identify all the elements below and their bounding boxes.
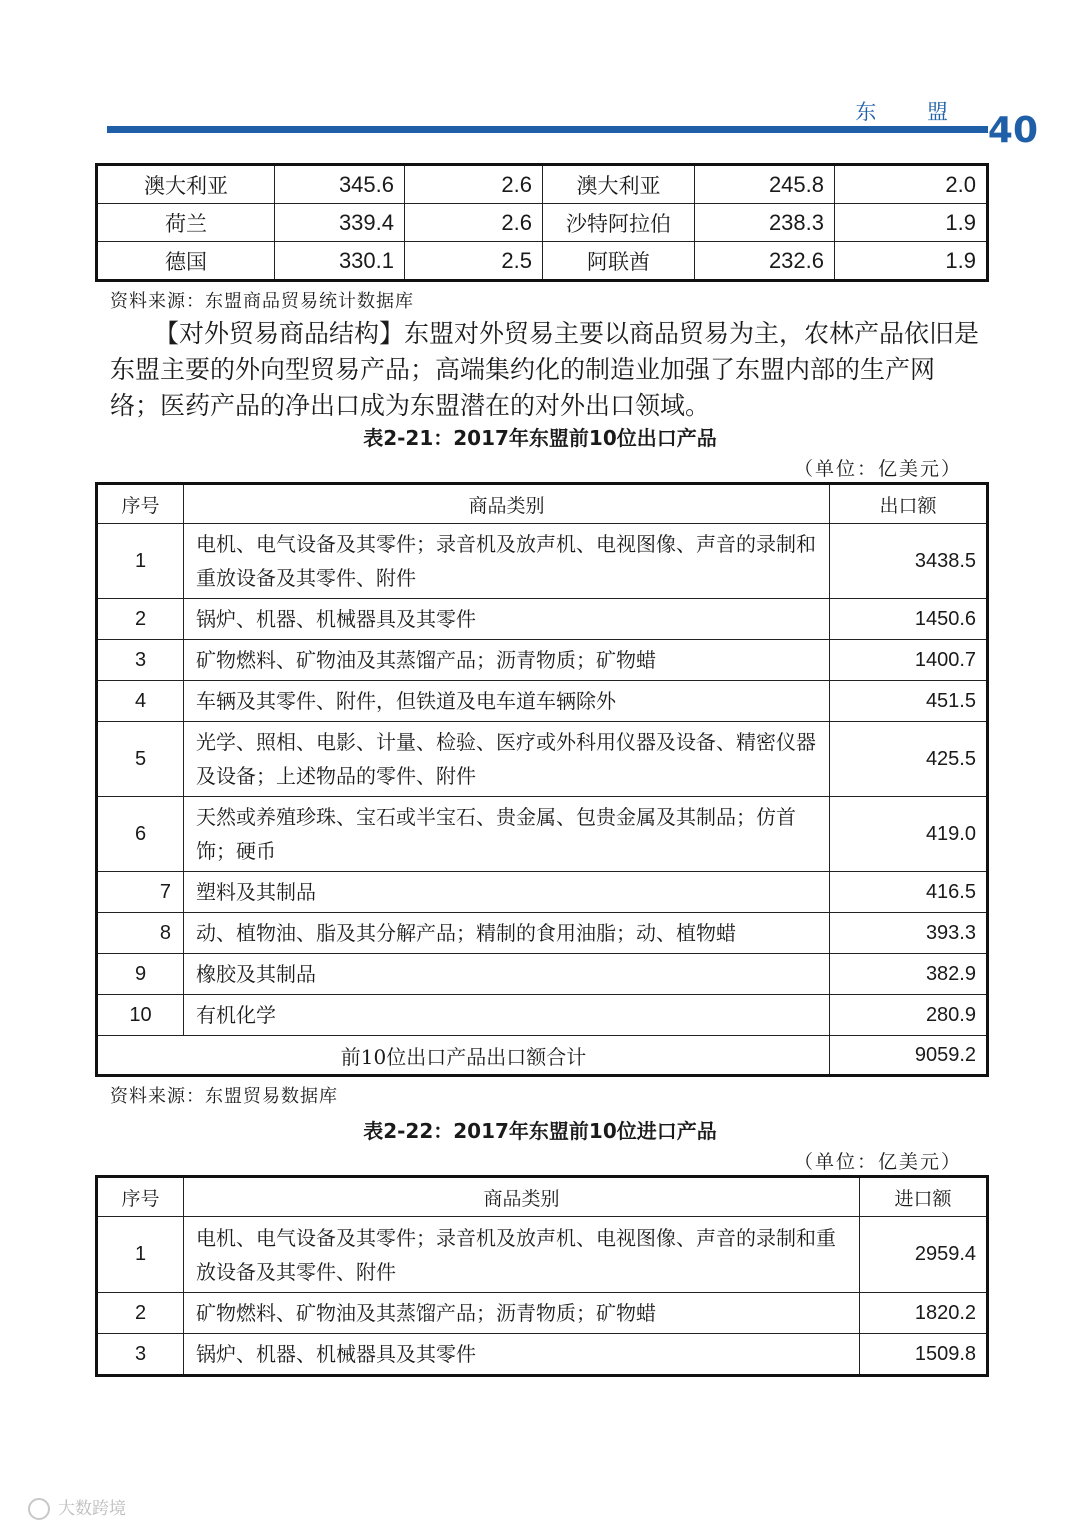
row-number: 3 <box>97 640 184 681</box>
table-row <box>97 954 988 995</box>
value-cell: 1400.7 <box>830 640 988 681</box>
table-row <box>97 797 988 872</box>
table-header-row <box>97 484 988 524</box>
row-number: 6 <box>97 797 184 872</box>
value-cell: 1509.8 <box>860 1334 988 1376</box>
category-cell: 矿物燃料、矿物油及其蒸馏产品；沥青物质；矿物蜡 <box>184 1293 860 1334</box>
table-caption: 表2-22：2017年东盟前10位进口产品 <box>363 1119 717 1143</box>
table-row <box>97 995 988 1036</box>
page-number: 40 <box>987 110 1038 151</box>
table-cell: 德国 <box>97 242 275 281</box>
table-cell: 330.1 <box>275 242 405 281</box>
row-number: 8 <box>97 913 184 954</box>
unit-note: （单位：亿美元） <box>793 458 962 480</box>
row-number: 3 <box>97 1334 184 1376</box>
watermark <box>28 1494 126 1520</box>
value-cell: 393.3 <box>830 913 988 954</box>
value-cell: 2959.4 <box>860 1217 988 1293</box>
table-row <box>97 204 988 242</box>
table-cell: 2.6 <box>405 204 543 242</box>
unit-note: （单位：亿美元） <box>793 1151 962 1173</box>
body-paragraph <box>110 316 980 424</box>
table-cell: 澳大利亚 <box>543 165 695 204</box>
value-cell: 1820.2 <box>860 1293 988 1334</box>
export-products-table <box>95 482 989 1077</box>
source-note: 资料来源：东盟商品贸易统计数据库 <box>110 291 414 312</box>
table-row <box>97 1293 988 1334</box>
table-row <box>97 913 988 954</box>
column-header: 出口额 <box>830 484 988 524</box>
table-row <box>97 872 988 913</box>
table-cell: 1.9 <box>835 204 988 242</box>
table-cell: 238.3 <box>695 204 835 242</box>
value-cell: 425.5 <box>830 722 988 797</box>
table-row <box>97 722 988 797</box>
country-trade-table <box>95 163 989 282</box>
column-header: 商品类别 <box>184 1177 860 1217</box>
total-value: 9059.2 <box>830 1036 988 1076</box>
table-row <box>97 165 988 204</box>
category-cell: 光学、照相、电影、计量、检验、医疗或外科用仪器及设备、精密仪器及设备；上述物品的零件、附件 <box>184 722 830 797</box>
table-row <box>97 1217 988 1293</box>
row-number: 2 <box>97 1293 184 1334</box>
value-cell: 451.5 <box>830 681 988 722</box>
category-cell: 锅炉、机器、机械器具及其零件 <box>184 599 830 640</box>
row-number: 4 <box>97 681 184 722</box>
category-cell: 锅炉、机器、机械器具及其零件 <box>184 1334 860 1376</box>
row-number: 10 <box>97 995 184 1036</box>
table-cell: 2.5 <box>405 242 543 281</box>
table-row <box>97 640 988 681</box>
table-cell: 沙特阿拉伯 <box>543 204 695 242</box>
logo-icon <box>28 1498 50 1520</box>
table-row <box>97 681 988 722</box>
category-cell: 车辆及其零件、附件，但铁道及电车道车辆除外 <box>184 681 830 722</box>
table-cell: 荷兰 <box>97 204 275 242</box>
column-header: 序号 <box>97 1177 184 1217</box>
value-cell: 1450.6 <box>830 599 988 640</box>
table-cell: 245.8 <box>695 165 835 204</box>
value-cell: 280.9 <box>830 995 988 1036</box>
watermark-text: 大数跨境 <box>58 1499 126 1519</box>
table-row <box>97 524 988 599</box>
table-row <box>97 1334 988 1376</box>
value-cell: 419.0 <box>830 797 988 872</box>
value-cell: 416.5 <box>830 872 988 913</box>
section-title: 东 盟 <box>855 100 970 124</box>
table-cell: 澳大利亚 <box>97 165 275 204</box>
column-header: 进口额 <box>860 1177 988 1217</box>
source-note: 资料来源：东盟贸易数据库 <box>110 1086 338 1107</box>
table-cell: 345.6 <box>275 165 405 204</box>
import-products-table <box>95 1175 989 1377</box>
category-cell: 橡胶及其制品 <box>184 954 830 995</box>
table-caption: 表2-21：2017年东盟前10位出口产品 <box>363 426 717 450</box>
table-cell: 232.6 <box>695 242 835 281</box>
category-cell: 有机化学 <box>184 995 830 1036</box>
table-cell: 阿联酋 <box>543 242 695 281</box>
row-number: 1 <box>97 1217 184 1293</box>
category-cell: 塑料及其制品 <box>184 872 830 913</box>
paragraph-text: 【对外贸易商品结构】东盟对外贸易主要以商品贸易为主，农林产品依旧是东盟主要的外向型贸易产品；高端集约化的制造业加强了东盟内部的生产网络；医药产品的净出口成为东盟潜在的对外出口领域。 <box>110 319 980 420</box>
total-row <box>97 1036 988 1076</box>
category-cell: 矿物燃料、矿物油及其蒸馏产品；沥青物质；矿物蜡 <box>184 640 830 681</box>
row-number: 2 <box>97 599 184 640</box>
column-header: 序号 <box>97 484 184 524</box>
table-row <box>97 599 988 640</box>
row-number: 7 <box>97 872 184 913</box>
row-number: 9 <box>97 954 184 995</box>
category-cell: 电机、电气设备及其零件；录音机及放声机、电视图像、声音的录制和重放设备及其零件、附件 <box>184 1217 860 1293</box>
column-header: 商品类别 <box>184 484 830 524</box>
table-row <box>97 242 988 281</box>
category-cell: 天然或养殖珍珠、宝石或半宝石、贵金属、包贵金属及其制品；仿首饰；硬币 <box>184 797 830 872</box>
total-label: 前10位出口产品出口额合计 <box>97 1036 830 1076</box>
row-number: 1 <box>97 524 184 599</box>
value-cell: 3438.5 <box>830 524 988 599</box>
row-number: 5 <box>97 722 184 797</box>
table-cell: 2.6 <box>405 165 543 204</box>
value-cell: 382.9 <box>830 954 988 995</box>
table-cell: 1.9 <box>835 242 988 281</box>
table-header-row <box>97 1177 988 1217</box>
table-cell: 2.0 <box>835 165 988 204</box>
header-rule <box>107 126 988 133</box>
table-cell: 339.4 <box>275 204 405 242</box>
category-cell: 电机、电气设备及其零件；录音机及放声机、电视图像、声音的录制和重放设备及其零件、附件 <box>184 524 830 599</box>
category-cell: 动、植物油、脂及其分解产品；精制的食用油脂；动、植物蜡 <box>184 913 830 954</box>
